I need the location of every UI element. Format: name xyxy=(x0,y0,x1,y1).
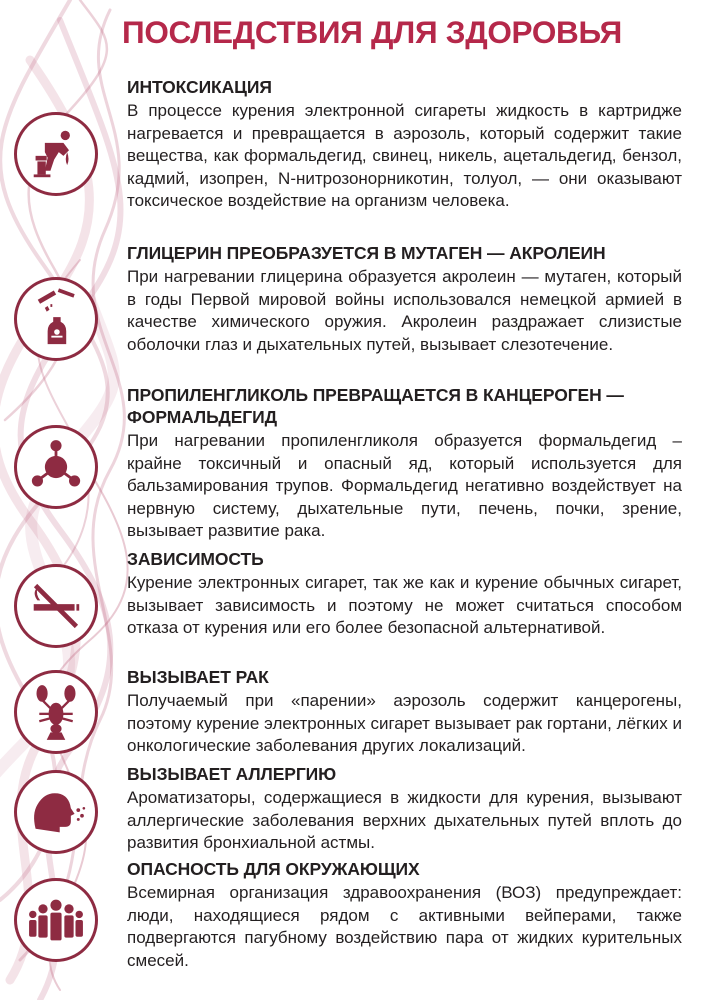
section-heading: ИНТОКСИКАЦИЯ xyxy=(127,77,272,97)
poison-bottle-icon xyxy=(14,277,98,361)
section-text: Курение электронных сигарет, так же как и курение обычных сигарет, вызывает зависимость и поэтому не может считаться способом отказа от курения или его более безопасной альтернативой. xyxy=(127,573,682,637)
no-smoking-icon xyxy=(14,564,98,648)
section-addiction xyxy=(127,548,682,640)
section-text: В процессе курения электронной сигареты жидкость в картридже нагревается и превращается в аэрозоль, который содержит такие вещества, как формальдегид, свинец, никель, ацетальдегид, бензол, кадмий, изопрен, N-нитрозонорникотин, толуол, — они оказывают токсическое воздействие на организм человека. xyxy=(127,101,682,210)
molecule-icon xyxy=(14,425,98,509)
section-formaldehyde xyxy=(127,384,682,543)
section-text: При нагревании глицерина образуется акролеин — мутаген, который в годы Первой мировой войны использовался немецкой армией в качестве химического оружия. Акролеин раздражает слизистые оболочки глаз и дыхательных путей, вызывает слезотечение. xyxy=(127,267,682,354)
vomiting-person-icon xyxy=(14,112,98,196)
page-title: ПОСЛЕДСТВИЯ ДЛЯ ЗДОРОВЬЯ xyxy=(122,14,622,50)
section-heading: ВЫЗЫВАЕТ АЛЛЕРГИЮ xyxy=(127,764,337,784)
section-heading: ПРОПИЛЕНГЛИКОЛЬ ПРЕВРАЩАЕТСЯ В КАНЦЕРОГЕН — ФОРМАЛЬДЕГИД xyxy=(127,385,624,427)
section-heading: ОПАСНОСТЬ ДЛЯ ОКРУЖАЮЩИХ xyxy=(127,859,420,879)
section-text: Получаемый при «парении» аэрозоль содержит канцерогены, поэтому курение электронных сигарет вызывает рак гортани, лёгких и онкологические заболевания других локализаций. xyxy=(127,691,682,755)
section-heading: ВЫЗЫВАЕТ РАК xyxy=(127,667,269,687)
section-cancer xyxy=(127,666,682,758)
section-heading: ГЛИЦЕРИН ПРЕОБРАЗУЕТСЯ В МУТАГЕН — АКРОЛЕИН xyxy=(127,243,606,263)
section-text: При нагревании пропиленгликоля образуется формальдегид – крайне токсичный и опасный яд, который используется для бальзамирования трупов. Формальдегид негативно воздействует на нервную систему, дыхательные пути, печень, почки, зрение, вызывает развитие рака. xyxy=(127,431,682,540)
section-intoxication xyxy=(127,76,682,213)
crayfish-icon xyxy=(14,670,98,754)
section-text: Ароматизаторы, содержащиеся в жидкости для курения, вызывают аллергические заболевания верхних дыхательных путей вплоть до развития бронхиальной астмы. xyxy=(127,788,682,852)
section-heading: ЗАВИСИМОСТЬ xyxy=(127,549,264,569)
section-acrolein xyxy=(127,242,682,356)
section-danger-others xyxy=(127,858,682,972)
section-text: Всемирная организация здравоохранения (ВОЗ) предупреждает: люди, находящиеся рядом с активными вейперами, также подвергаются пагубному воздействию пара от жидких курительных смесей. xyxy=(127,883,682,970)
people-group-icon xyxy=(14,878,98,962)
section-allergy xyxy=(127,763,682,855)
coughing-head-icon xyxy=(14,770,98,854)
